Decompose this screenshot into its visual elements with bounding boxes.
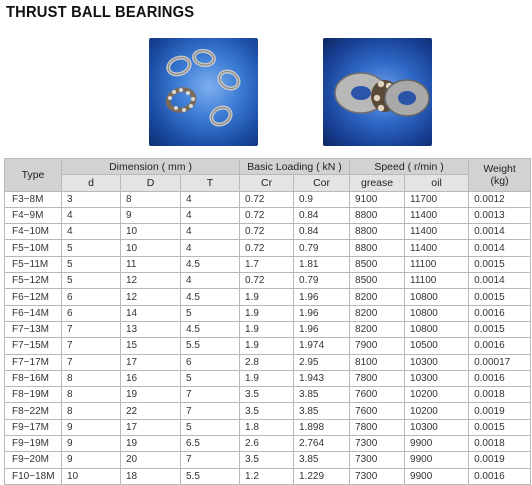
cell-cor: 1.96 [294,321,350,337]
cell-d: 4 [62,224,121,240]
cell-grease: 7300 [350,468,405,484]
cell-type: F10−18M [5,468,62,484]
subheader-oil: oil [405,175,469,191]
cell-T: 7 [181,387,240,403]
cell-cr: 1.9 [240,289,294,305]
subheader-grease: grease [350,175,405,191]
cell-D: 16 [121,370,181,386]
cell-T: 7 [181,452,240,468]
cell-oil: 10300 [405,419,469,435]
cell-oil: 10800 [405,321,469,337]
cell-grease: 8100 [350,354,405,370]
cell-grease: 8500 [350,256,405,272]
table-row [5,321,531,337]
cell-type: F8−19M [5,387,62,403]
cell-cor: 1.898 [294,419,350,435]
bearing-exploded-photo [323,38,432,146]
cell-cor: 1.96 [294,289,350,305]
cell-grease: 7800 [350,370,405,386]
cell-T: 6 [181,354,240,370]
cell-oil: 10800 [405,289,469,305]
cell-d: 8 [62,403,121,419]
cell-D: 22 [121,403,181,419]
cell-d: 4 [62,207,121,223]
cell-oil: 11100 [405,256,469,272]
cell-D: 17 [121,419,181,435]
cell-cor: 3.85 [294,452,350,468]
cell-oil: 10500 [405,338,469,354]
cell-D: 19 [121,387,181,403]
table-row [5,370,531,386]
cell-type: F5−10M [5,240,62,256]
cell-cor: 0.9 [294,191,350,207]
cell-D: 11 [121,256,181,272]
cell-d: 6 [62,305,121,321]
cell-weight: 0.0015 [469,419,531,435]
cell-T: 5.5 [181,468,240,484]
cell-T: 5 [181,419,240,435]
cell-cor: 1.943 [294,370,350,386]
table-row [5,419,531,435]
cell-D: 10 [121,224,181,240]
cell-grease: 8200 [350,289,405,305]
cell-cr: 3.5 [240,403,294,419]
cell-oil: 10200 [405,403,469,419]
cell-oil: 10800 [405,305,469,321]
cell-cor: 3.85 [294,387,350,403]
cell-D: 12 [121,289,181,305]
cell-type: F7−13M [5,321,62,337]
table-header-row [5,159,531,175]
table-row [5,256,531,272]
cell-grease: 8200 [350,321,405,337]
cell-D: 17 [121,354,181,370]
table-body [5,191,531,484]
cell-type: F5−11M [5,256,62,272]
cell-weight: 0.0019 [469,403,531,419]
cell-D: 14 [121,305,181,321]
cell-grease: 8200 [350,305,405,321]
cell-cr: 0.72 [240,240,294,256]
cell-oil: 10300 [405,354,469,370]
cell-oil: 9900 [405,436,469,452]
cell-cor: 0.84 [294,224,350,240]
cell-weight: 0.0016 [469,305,531,321]
cell-weight: 0.0016 [469,370,531,386]
cell-cr: 3.5 [240,452,294,468]
cell-cr: 0.72 [240,191,294,207]
cell-T: 4.5 [181,321,240,337]
cell-cr: 0.72 [240,273,294,289]
table-row [5,452,531,468]
cell-cor: 1.974 [294,338,350,354]
table-row [5,338,531,354]
cell-D: 13 [121,321,181,337]
cell-T: 5.5 [181,338,240,354]
cell-d: 5 [62,256,121,272]
table-row [5,387,531,403]
cell-type: F9−19M [5,436,62,452]
cell-grease: 7800 [350,419,405,435]
table-row [5,354,531,370]
cell-cor: 0.84 [294,207,350,223]
cell-cr: 1.2 [240,468,294,484]
cell-T: 5 [181,370,240,386]
cell-d: 10 [62,468,121,484]
cell-type: F5−12M [5,273,62,289]
cell-D: 18 [121,468,181,484]
table-row [5,273,531,289]
cell-weight: 0.0018 [469,387,531,403]
cell-weight: 0.0013 [469,207,531,223]
cell-T: 4 [181,224,240,240]
cell-oil: 11700 [405,191,469,207]
subheader-cr: Cr [240,175,294,191]
cell-cr: 2.8 [240,354,294,370]
cell-weight: 0.0014 [469,224,531,240]
cell-cr: 0.72 [240,224,294,240]
cell-T: 4 [181,273,240,289]
cell-weight: 0.0015 [469,321,531,337]
cell-type: F8−22M [5,403,62,419]
cell-cr: 1.9 [240,370,294,386]
subheader-d: d [62,175,121,191]
cell-d: 8 [62,370,121,386]
cell-cr: 1.9 [240,321,294,337]
header-speed: Speed ( r/min ) [350,159,469,175]
cell-cor: 0.79 [294,273,350,289]
table-row [5,191,531,207]
cell-type: F8−16M [5,370,62,386]
cell-d: 9 [62,452,121,468]
bearings-scattered-photo [149,38,258,146]
cell-T: 4 [181,191,240,207]
cell-D: 8 [121,191,181,207]
table-row [5,289,531,305]
cell-weight: 0.0016 [469,468,531,484]
cell-weight: 0.0014 [469,240,531,256]
cell-cor: 1.96 [294,305,350,321]
cell-T: 4.5 [181,256,240,272]
cell-D: 12 [121,273,181,289]
table-row [5,468,531,484]
cell-cor: 0.79 [294,240,350,256]
cell-d: 9 [62,436,121,452]
cell-weight: 0.0018 [469,436,531,452]
subheader-D: D [121,175,181,191]
cell-cr: 1.8 [240,419,294,435]
cell-grease: 7900 [350,338,405,354]
cell-grease: 8500 [350,273,405,289]
table-row [5,207,531,223]
cell-cr: 1.7 [240,256,294,272]
cell-type: F7−15M [5,338,62,354]
cell-oil: 11400 [405,240,469,256]
header-dimension: Dimension ( mm ) [62,159,240,175]
cell-type: F7−17M [5,354,62,370]
cell-d: 7 [62,321,121,337]
cell-cr: 1.9 [240,338,294,354]
cell-d: 6 [62,289,121,305]
cell-cor: 3.85 [294,403,350,419]
cell-type: F4−9M [5,207,62,223]
cell-oil: 10300 [405,370,469,386]
header-weight-label: Weight [483,162,516,175]
cell-oil: 9900 [405,452,469,468]
cell-D: 19 [121,436,181,452]
table-row [5,436,531,452]
cell-grease: 7600 [350,387,405,403]
cell-cor: 2.95 [294,354,350,370]
subheader-cor: Cor [294,175,350,191]
cell-cor: 1.229 [294,468,350,484]
bearing-spec-table [4,158,531,485]
cell-oil: 11400 [405,207,469,223]
cell-grease: 8800 [350,207,405,223]
cell-weight: 0.0019 [469,452,531,468]
cell-D: 10 [121,240,181,256]
cell-type: F6−14M [5,305,62,321]
table-row [5,224,531,240]
cell-grease: 8800 [350,224,405,240]
cell-grease: 8800 [350,240,405,256]
cell-T: 5 [181,305,240,321]
cell-cr: 0.72 [240,207,294,223]
cell-cr: 2.6 [240,436,294,452]
header-weight [469,159,531,192]
cell-grease: 7600 [350,403,405,419]
cell-weight: 0.0015 [469,289,531,305]
cell-cor: 1.81 [294,256,350,272]
cell-T: 4.5 [181,289,240,305]
cell-type: F3−8M [5,191,62,207]
cell-weight: 0.0012 [469,191,531,207]
cell-d: 5 [62,240,121,256]
table-row [5,403,531,419]
cell-oil: 10200 [405,387,469,403]
header-weight-unit: (kg) [490,174,509,187]
cell-type: F9−20M [5,452,62,468]
cell-T: 4 [181,207,240,223]
cell-weight: 0.0015 [469,256,531,272]
cell-weight: 0.00017 [469,354,531,370]
cell-d: 7 [62,338,121,354]
table-row [5,240,531,256]
cell-oil: 9900 [405,468,469,484]
cell-d: 3 [62,191,121,207]
header-basic-loading: Basic Loading ( kN ) [240,159,350,175]
table-row [5,305,531,321]
cell-T: 4 [181,240,240,256]
cell-cor: 2.764 [294,436,350,452]
cell-grease: 7300 [350,452,405,468]
cell-grease: 9100 [350,191,405,207]
cell-oil: 11400 [405,224,469,240]
cell-T: 7 [181,403,240,419]
cell-weight: 0.0014 [469,273,531,289]
subheader-T: T [181,175,240,191]
cell-oil: 11100 [405,273,469,289]
cell-T: 6.5 [181,436,240,452]
cell-weight: 0.0016 [469,338,531,354]
cell-D: 9 [121,207,181,223]
cell-type: F6−12M [5,289,62,305]
header-type: Type [5,159,62,192]
cell-d: 5 [62,273,121,289]
cell-D: 20 [121,452,181,468]
table-subheader-row [5,175,531,191]
cell-cr: 3.5 [240,387,294,403]
cell-type: F4−10M [5,224,62,240]
cell-grease: 7300 [350,436,405,452]
cell-D: 15 [121,338,181,354]
cell-cr: 1.9 [240,305,294,321]
cell-d: 8 [62,387,121,403]
cell-d: 7 [62,354,121,370]
page-title: THRUST BALL BEARINGS [6,4,195,21]
cell-type: F9−17M [5,419,62,435]
cell-d: 9 [62,419,121,435]
